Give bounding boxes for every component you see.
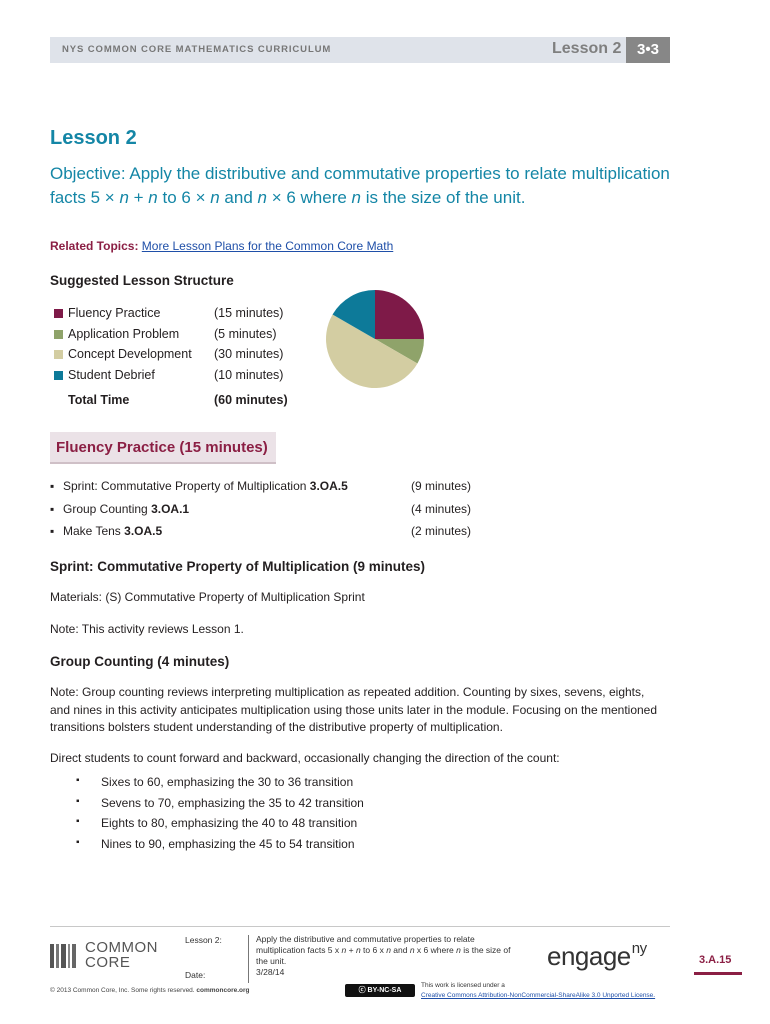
objective-segment: × 6 where	[266, 188, 352, 207]
fluency-item-standard: 3.OA.1	[151, 502, 190, 516]
sprint-note: Note: This activity reviews Lesson 1.	[50, 622, 244, 636]
bullet-icon: ▪	[76, 775, 80, 786]
footer-lesson-label: Lesson 2:	[185, 935, 222, 945]
legend-swatch	[54, 350, 63, 359]
structure-label: Student Debrief	[68, 368, 155, 382]
cc-icon: ⓒ	[358, 987, 368, 994]
footer-objective-segment: n	[341, 945, 347, 955]
footer-objective-segment: n	[409, 945, 415, 955]
page-number-underline	[694, 972, 742, 975]
license-line: This work is licensed under a	[421, 982, 505, 989]
copyright-site: commoncore.org	[196, 987, 250, 994]
bullet-icon: ▪	[76, 816, 80, 827]
footer-objective-segment: n	[386, 945, 391, 955]
lesson-structure-pie	[325, 289, 425, 389]
structure-minutes: (5 minutes)	[214, 327, 277, 341]
bullet-icon: ▪	[76, 796, 80, 807]
footer-objective-segment: Apply the distributive and commutative properties to relate multiplication facts 5 x	[256, 934, 475, 955]
footer-objective-segment: x 6 where	[414, 945, 457, 955]
module-badge: 3•3	[626, 37, 670, 63]
header-lesson: Lesson 2	[552, 40, 622, 57]
objective-segment: is the size of the unit.	[361, 188, 526, 207]
fluency-item-standard: 3.OA.5	[124, 524, 163, 538]
footer-objective-segment: +	[346, 945, 356, 955]
curriculum-title: NYS COMMON CORE MATHEMATICS CURRICULUM	[62, 44, 332, 55]
fluency-title: Fluency Practice (15 minutes)	[56, 439, 268, 456]
footer-objective-segment: n	[456, 945, 461, 955]
footer-date: 3/28/14	[256, 967, 285, 977]
total-minutes: (60 minutes)	[214, 393, 288, 407]
objective-segment: and	[219, 188, 258, 207]
structure-minutes: (30 minutes)	[214, 347, 284, 361]
list-item-text: Sixes to 60, emphasizing the 30 to 36 transition	[101, 775, 354, 789]
fluency-item-minutes: (4 minutes)	[411, 502, 472, 516]
objective-segment: +	[128, 188, 149, 207]
fluency-item-label: Group Counting	[63, 502, 152, 516]
bullet-icon: ▪	[50, 502, 55, 516]
license-link[interactable]: Creative Commons Attribution-NonCommercial-ShareAlike 3.0 Unported License.	[421, 992, 656, 999]
common-core-logo-icon	[50, 944, 80, 968]
objective-prefix: Objective:	[50, 164, 130, 183]
structure-label: Fluency Practice	[68, 306, 161, 320]
related-topics-link[interactable]: More Lesson Plans for the Common Core Math	[141, 239, 394, 253]
bullet-icon: ▪	[50, 524, 55, 538]
fluency-item-minutes: (9 minutes)	[411, 479, 472, 493]
structure-minutes: (15 minutes)	[214, 306, 284, 320]
related-topics-label: Related Topics:	[50, 239, 142, 253]
footer-objective-segment: to 6 x	[360, 945, 387, 955]
fluency-item-label: Sprint: Commutative Property of Multiplication	[63, 479, 310, 493]
cc-license-badge	[345, 984, 415, 997]
group-counting-direction: Direct students to count forward and backward, occasionally changing the direction of the count:	[50, 751, 560, 765]
objective-segment: n	[148, 188, 158, 207]
structure-heading: Suggested Lesson Structure	[50, 273, 234, 288]
legend-swatch	[54, 309, 63, 318]
structure-label: Concept Development	[68, 347, 192, 361]
list-item-text: Nines to 90, emphasizing the 45 to 54 transition	[101, 837, 355, 851]
license-notice	[421, 981, 655, 1001]
objective-segment: n	[351, 188, 362, 207]
bullet-icon: ▪	[50, 479, 55, 493]
footer-objective-segment: is the size of the unit.	[256, 945, 511, 966]
sprint-heading: Sprint: Commutative Property of Multiplication (9 minutes)	[50, 559, 426, 574]
objective-segment: n	[119, 188, 129, 207]
footer-objective-segment: n	[355, 945, 361, 955]
objective-segment: Apply the distributive and commutative properties to relate multiplication facts 5 ×	[50, 164, 670, 207]
footer-divider	[50, 926, 670, 927]
fluency-item-standard: 3.OA.5	[309, 479, 348, 493]
total-label: Total Time	[68, 393, 130, 407]
objective	[50, 162, 690, 210]
group-counting-heading: Group Counting (4 minutes)	[50, 654, 230, 669]
brand-sup: ny	[631, 940, 647, 957]
fluency-item	[50, 479, 480, 497]
lesson-title: Lesson 2	[50, 127, 137, 149]
list-item-text: Eights to 80, emphasizing the 40 to 48 transition	[101, 816, 358, 830]
fluency-item-text	[63, 502, 189, 516]
footer-objective-text	[256, 934, 510, 966]
fluency-item	[50, 524, 480, 542]
fluency-item-text	[63, 524, 162, 538]
legend-swatch	[54, 371, 63, 380]
common-core-logo	[85, 940, 158, 970]
sprint-materials: Materials: (S) Commutative Property of Multiplication Sprint	[50, 590, 365, 604]
cc-badge-text: BY-NC-SA	[367, 987, 402, 994]
objective-segment: to 6 ×	[157, 188, 211, 207]
list-item-text: Sevens to 70, emphasizing the 35 to 42 transition	[101, 796, 364, 810]
fluency-item-text	[63, 479, 348, 493]
fluency-item-label: Make Tens	[63, 524, 125, 538]
legend-swatch	[54, 330, 63, 339]
engageny-logo	[547, 940, 647, 972]
fluency-item-minutes: (2 minutes)	[411, 524, 472, 538]
bullet-icon: ▪	[76, 837, 80, 848]
footer-objective	[256, 934, 516, 978]
related-topics	[50, 239, 393, 253]
footer-date-label: Date:	[185, 970, 206, 980]
copyright	[50, 987, 250, 994]
copyright-text: © 2013 Common Core, Inc. Some rights reserved.	[50, 987, 197, 994]
objective-segment: n	[210, 188, 220, 207]
group-counting-note: Note: Group counting reviews interpreting multiplication as repeated addition. Counting by sixes, sevens, eights, and nines in this activity anticipates multiplication using those units later in the module. Focusing on the mentioned transitions bolsters student understanding of the distributive property of multiplication.	[50, 685, 658, 734]
pie-slice-0	[375, 290, 424, 339]
brand-text: engage	[547, 941, 631, 971]
structure-minutes: (10 minutes)	[214, 368, 284, 382]
page-number: 3.A.15	[699, 954, 732, 966]
logo-line2: CORE	[85, 954, 131, 971]
fluency-item	[50, 502, 480, 520]
objective-segment: n	[257, 188, 267, 207]
objective-text	[50, 164, 670, 207]
logo-line1: COMMON	[85, 939, 158, 956]
footer-objective-segment: and	[390, 945, 410, 955]
structure-label: Application Problem	[68, 327, 180, 341]
footer-vertical-divider	[248, 935, 249, 983]
